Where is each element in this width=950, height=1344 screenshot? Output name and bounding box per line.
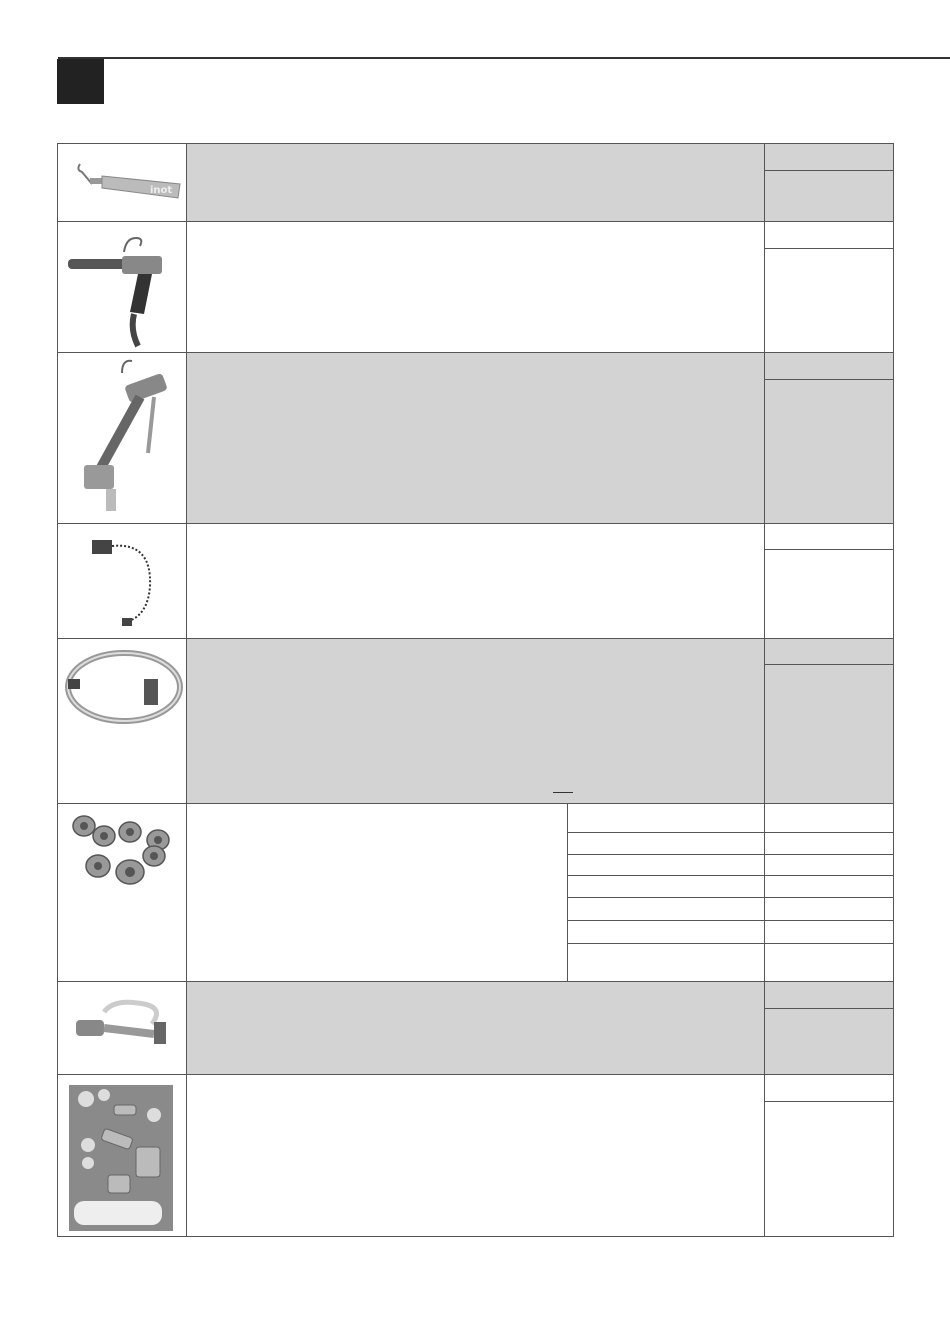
nozzle-set-icon <box>58 804 187 981</box>
description-cell <box>187 353 764 523</box>
code-cell <box>764 144 893 221</box>
svg-text:inot: inot <box>150 185 173 196</box>
table-row <box>58 981 893 1074</box>
code-cell <box>764 1075 893 1236</box>
table-row <box>58 523 893 638</box>
description-cell <box>187 524 764 638</box>
code-cell <box>764 982 893 1074</box>
description-cell <box>187 639 764 803</box>
code-cell <box>764 353 893 523</box>
description-cell <box>187 1075 764 1236</box>
header-rule <box>58 57 950 59</box>
lanyard-strap-icon <box>58 144 187 221</box>
spare-parts-kit-icon <box>58 1075 187 1236</box>
mixing-unit-icon <box>58 982 187 1074</box>
description-cell <box>187 982 764 1074</box>
code-cell <box>764 524 893 638</box>
table-row <box>58 144 893 221</box>
description-cell <box>187 222 764 352</box>
table-row <box>58 352 893 523</box>
code-cell <box>764 222 893 352</box>
description-cell <box>187 804 567 981</box>
hose-assembly-icon <box>58 639 187 803</box>
size-column <box>567 804 764 981</box>
accessories-table <box>57 143 894 1237</box>
table-row <box>58 638 893 803</box>
code-cell <box>764 804 893 981</box>
table-row <box>58 221 893 352</box>
cable-connector-icon <box>58 524 187 638</box>
section-marker <box>57 59 104 104</box>
description-cell <box>187 144 764 221</box>
table-row <box>58 803 893 981</box>
table-row <box>58 1074 893 1236</box>
spray-gun-extension-icon <box>58 353 187 523</box>
code-cell <box>764 639 893 803</box>
spray-gun-icon <box>58 222 187 352</box>
